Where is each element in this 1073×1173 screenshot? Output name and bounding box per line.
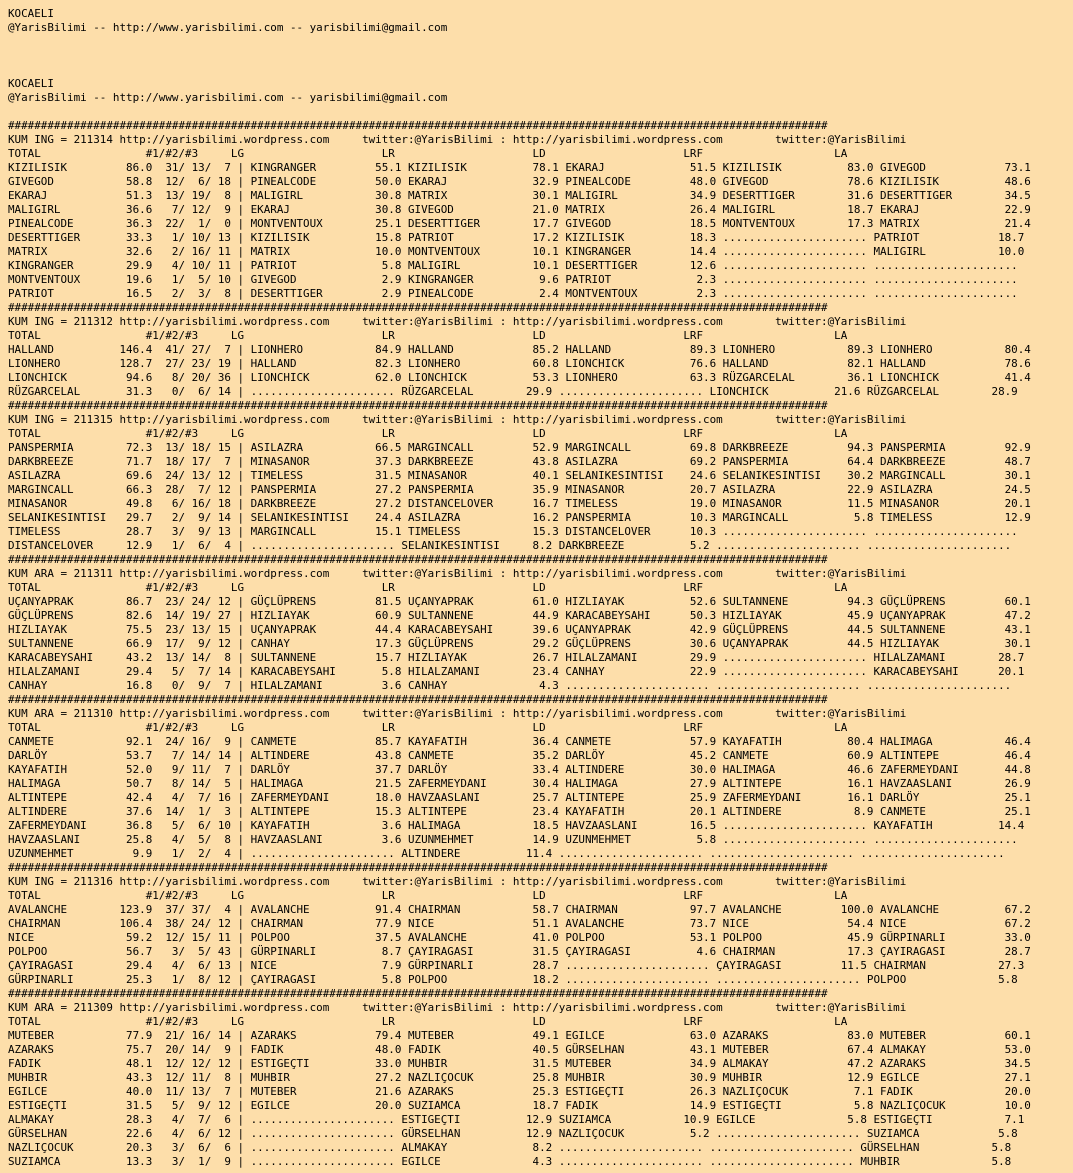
document-line — [8, 63, 1073, 77]
document-line: KOCAELI — [8, 77, 54, 90]
document-line: ############################################################################################################################# — [8, 301, 828, 314]
document-line: KUM ING = 211314 http://yarisbilimi.wordpress.com twitter:@YarisBilimi : http://yarisbilimi.wordpress.com twitter:@YarisBilimi — [8, 133, 907, 146]
document-line: @YarisBilimi -- http://www.yarisbilimi.com -- yarisbilimi@gmail.com — [8, 21, 448, 34]
document-line: ALMAKAY 28.3 4/ 7/ 6 | ...................... ESTIGEÇTI 12.9 SUZIAMCA 10.9 EGILCE 5.8 ESTIGEÇTI 7.1 — [8, 1113, 1025, 1126]
document-line: GÜÇLÜPRENS 82.6 14/ 19/ 27 | HIZLIAYAK 60.9 SULTANNENE 44.9 KARACABEYSAHI 50.3 HIZLIAYAK 45.9 UÇANYAPRAK 47.2 — [8, 609, 1031, 622]
document-line: TOTAL #1/#2/#3 LG LR LD LRF LA — [8, 889, 848, 902]
document-line: PANSPERMIA 72.3 13/ 18/ 15 | ASILAZRA 66.5 MARGINCALL 52.9 MARGINCALL 69.8 DARKBREEZE 94.3 PANSPERMIA 92.9 — [8, 441, 1031, 454]
document-line: KARACABEYSAHI 43.2 13/ 14/ 8 | SULTANNENE 15.7 HIZLIAYAK 26.7 HILALZAMANI 29.9 ...................... HILALZAMANI 28.7 — [8, 651, 1025, 664]
document-line: AVALANCHE 123.9 37/ 37/ 4 | AVALANCHE 91.4 CHAIRMAN 58.7 CHAIRMAN 97.7 AVALANCHE 100.0 AVALANCHE 67.2 — [8, 903, 1031, 916]
document-line: KUM ING = 211312 http://yarisbilimi.wordpress.com twitter:@YarisBilimi : http://yarisbilimi.wordpress.com twitter:@YarisBilimi — [8, 315, 907, 328]
document-line: @YarisBilimi -- http://www.yarisbilimi.com -- yarisbilimi@gmail.com — [8, 91, 448, 104]
document-line: ASILAZRA 69.6 24/ 13/ 12 | TIMELESS 31.5 MINASANOR 40.1 SELANIKESINTISI 24.6 SELANIKESINTISI 30.2 MARGINCALL 30.1 — [8, 469, 1031, 482]
document-line: TOTAL #1/#2/#3 LG LR LD LRF LA — [8, 427, 848, 440]
document-line: EGILCE 40.0 11/ 13/ 7 | MUTEBER 21.6 AZARAKS 25.3 ESTIGEÇTI 26.3 NAZLIÇOCUK 7.1 FADIK 20.0 — [8, 1085, 1031, 1098]
document-line: EKARAJ 51.3 13/ 19/ 8 | MALIGIRL 30.8 MATRIX 30.1 MALIGIRL 34.9 DESERTTIGER 31.6 DESERTTIGER 34.5 — [8, 189, 1031, 202]
document-line: ZAFERMEYDANI 36.8 5/ 6/ 10 | KAYAFATIH 3.6 HALIMAGA 18.5 HAVZAASLANI 16.5 ...................... KAYAFATIH 14.4 — [8, 819, 1025, 832]
document-line: NICE 59.2 12/ 15/ 11 | POLPOO 37.5 AVALANCHE 41.0 POLPOO 53.1 POLPOO 45.9 GÜRPINARLI 33.0 — [8, 931, 1031, 944]
document-line: LIONHERO 128.7 27/ 23/ 19 | HALLAND 82.3 LIONHERO 60.8 LIONCHICK 76.6 HALLAND 82.1 HALLAND 78.6 — [8, 357, 1031, 370]
document-line: TOTAL #1/#2/#3 LG LR LD LRF LA — [8, 581, 848, 594]
document-line: GÜRSELHAN 22.6 4/ 6/ 12 | ...................... GÜRSELHAN 12.9 NAZLIÇOCUK 5.2 ...................... SUZIAMCA 5.8 — [8, 1127, 1018, 1140]
document-line: MONTVENTOUX 19.6 1/ 5/ 10 | GIVEGOD 2.9 KINGRANGER 9.6 PATRIOT 2.3 ...................... ...................... — [8, 273, 1018, 286]
document-line: ############################################################################################################################# — [8, 987, 828, 1000]
document-line: SULTANNENE 66.9 17/ 9/ 12 | CANHAY 17.3 GÜÇLÜPRENS 29.2 GÜÇLÜPRENS 30.6 UÇANYAPRAK 44.5 HIZLIAYAK 30.1 — [8, 637, 1031, 650]
document-line: HAVZAASLANI 25.8 4/ 5/ 8 | HAVZAASLANI 3.6 UZUNMEHMET 14.9 UZUNMEHMET 5.8 ...................... ...................... — [8, 833, 1018, 846]
document-line — [8, 49, 1073, 63]
document-line: ############################################################################################################################# — [8, 119, 828, 132]
document-line: RÜZGARCELAL 31.3 0/ 6/ 14 | ...................... RÜZGARCELAL 29.9 ...................... LIONCHICK 21.6 RÜZGARCELAL 28.9 — [8, 385, 1018, 398]
document-line: HILALZAMANI 29.4 5/ 7/ 14 | KARACABEYSAHI 5.8 HILALZAMANI 23.4 CANHAY 22.9 ...................... KARACABEYSAHI 20.1 — [8, 665, 1025, 678]
document-line: TOTAL #1/#2/#3 LG LR LD LRF LA — [8, 329, 848, 342]
document-line: DESERTTIGER 33.3 1/ 10/ 13 | KIZILISIK 15.8 PATRIOT 17.2 KIZILISIK 18.3 ...................... PATRIOT 18.7 — [8, 231, 1025, 244]
document-line: AZARAKS 75.7 20/ 14/ 9 | FADIK 48.0 FADIK 40.5 GÜRSELHAN 43.1 MUTEBER 67.4 ALMAKAY 53.0 — [8, 1043, 1031, 1056]
document-line: ############################################################################################################################# — [8, 399, 828, 412]
document-line: KOCAELI — [8, 7, 54, 20]
document-line: GÜRPINARLI 25.3 1/ 8/ 12 | ÇAYIRAGASI 5.8 POLPOO 18.2 ...................... ...................... POLPOO 5.8 — [8, 973, 1018, 986]
document-line: CHAIRMAN 106.4 38/ 24/ 12 | CHAIRMAN 77.9 NICE 51.1 AVALANCHE 73.7 NICE 54.4 NICE 67.2 — [8, 917, 1031, 930]
document-line: ESTIGEÇTI 31.5 5/ 9/ 12 | EGILCE 20.0 SUZIAMCA 18.7 FADIK 14.9 ESTIGEÇTI 5.8 NAZLIÇOCUK 10.0 — [8, 1099, 1031, 1112]
document-line: KUM ARA = 211311 http://yarisbilimi.wordpress.com twitter:@YarisBilimi : http://yarisbilimi.wordpress.com twitter:@YarisBilimi — [8, 567, 907, 580]
document-line — [8, 105, 1073, 119]
document-line: UZUNMEHMET 9.9 1/ 2/ 4 | ...................... ALTINDERE 11.4 ...................... ...................... ...................... — [8, 847, 1005, 860]
document-line: ############################################################################################################################# — [8, 693, 828, 706]
document-line: DISTANCELOVER 12.9 1/ 6/ 4 | ...................... SELANIKESINTISI 8.2 DARKBREEZE 5.2 ...................... ...................... — [8, 539, 1012, 552]
document-line: SELANIKESINTISI 29.7 2/ 9/ 14 | SELANIKESINTISI 24.4 ASILAZRA 16.2 PANSPERMIA 10.3 MARGINCALL 5.8 TIMELESS 12.9 — [8, 511, 1031, 524]
document-line: MUTEBER 77.9 21/ 16/ 14 | AZARAKS 79.4 MUTEBER 49.1 EGILCE 63.0 AZARAKS 83.0 MUTEBER 60.1 — [8, 1029, 1031, 1042]
document-line: POLPOO 56.7 3/ 5/ 43 | GÜRPINARLI 8.7 ÇAYIRAGASI 31.5 ÇAYIRAGASI 4.6 CHAIRMAN 17.3 ÇAYIRAGASI 28.7 — [8, 945, 1031, 958]
document-line: PATRIOT 16.5 2/ 3/ 8 | DESERTTIGER 2.9 PINEALCODE 2.4 MONTVENTOUX 2.3 ...................... ...................... — [8, 287, 1018, 300]
document-line: SUZIAMCA 13.3 3/ 1/ 9 | ...................... EGILCE 4.3 ...................... ...................... MUHBIR 5.8 — [8, 1155, 1012, 1168]
document-line: FADIK 48.1 12/ 12/ 12 | ESTIGEÇTI 33.0 MUHBIR 31.5 MUTEBER 34.9 ALMAKAY 47.2 AZARAKS 34.5 — [8, 1057, 1031, 1070]
document-line: CANHAY 16.8 0/ 9/ 7 | HILALZAMANI 3.6 CANHAY 4.3 ...................... ...................... ...................... — [8, 679, 1012, 692]
document-line: MUHBIR 43.3 12/ 11/ 8 | MUHBIR 27.2 NAZLIÇOCUK 25.8 MUHBIR 30.9 MUHBIR 12.9 EGILCE 27.1 — [8, 1071, 1031, 1084]
document-line: GIVEGOD 58.8 12/ 6/ 18 | PINEALCODE 50.0 EKARAJ 32.9 PINEALCODE 48.0 GIVEGOD 78.6 KIZILISIK 48.6 — [8, 175, 1031, 188]
document-line: TOTAL #1/#2/#3 LG LR LD LRF LA — [8, 147, 848, 160]
document-line: MALIGIRL 36.6 7/ 12/ 9 | EKARAJ 30.8 GIVEGOD 21.0 MATRIX 26.4 MALIGIRL 18.7 EKARAJ 22.9 — [8, 203, 1031, 216]
document-line: UÇANYAPRAK 86.7 23/ 24/ 12 | GÜÇLÜPRENS 81.5 UÇANYAPRAK 61.0 HIZLIAYAK 52.6 SULTANNENE 94.3 GÜÇLÜPRENS 60.1 — [8, 595, 1031, 608]
document-line: HALLAND 146.4 41/ 27/ 7 | LIONHERO 84.9 HALLAND 85.2 HALLAND 89.3 LIONHERO 89.3 LIONHERO 80.4 — [8, 343, 1031, 356]
document-line: HALIMAGA 50.7 8/ 14/ 5 | HALIMAGA 21.5 ZAFERMEYDANI 30.4 HALIMAGA 27.9 ALTINTEPE 16.1 HAVZAASLANI 26.9 — [8, 777, 1031, 790]
document-line: PINEALCODE 36.3 22/ 1/ 0 | MONTVENTOUX 25.1 DESERTTIGER 17.7 GIVEGOD 18.5 MONTVENTOUX 17.3 MATRIX 21.4 — [8, 217, 1031, 230]
document-line: DARLÖY 53.7 7/ 14/ 14 | ALTINDERE 43.8 CANMETE 35.2 DARLÖY 45.2 CANMETE 60.9 ALTINTEPE 46.4 — [8, 749, 1031, 762]
document-line — [8, 35, 1073, 49]
document-line: KUM ING = 211316 http://yarisbilimi.wordpress.com twitter:@YarisBilimi : http://yarisbilimi.wordpress.com twitter:@YarisBilimi — [8, 875, 907, 888]
document-line: ÇAYIRAGASI 29.4 4/ 6/ 13 | NICE 7.9 GÜRPINARLI 28.7 ...................... ÇAYIRAGASI 11.5 CHAIRMAN 27.3 — [8, 959, 1025, 972]
document-line: KUM ING = 211315 http://yarisbilimi.wordpress.com twitter:@YarisBilimi : http://yarisbilimi.wordpress.com twitter:@YarisBilimi — [8, 413, 907, 426]
document-line: KINGRANGER 29.9 4/ 10/ 11 | PATRIOT 5.8 MALIGIRL 10.1 DESERTTIGER 12.6 ...................... ...................... — [8, 259, 1018, 272]
document-line: ############################################################################################################################# — [8, 553, 828, 566]
document-line: DARKBREEZE 71.7 18/ 17/ 7 | MINASANOR 37.3 DARKBREEZE 43.8 ASILAZRA 69.2 PANSPERMIA 64.4 DARKBREEZE 48.7 — [8, 455, 1031, 468]
document-line: MINASANOR 49.8 6/ 16/ 18 | DARKBREEZE 27.2 DISTANCELOVER 16.7 TIMELESS 19.0 MINASANOR 11.5 MINASANOR 20.1 — [8, 497, 1031, 510]
document-line: CANMETE 92.1 24/ 16/ 9 | CANMETE 85.7 KAYAFATIH 36.4 CANMETE 57.9 KAYAFATIH 80.4 HALIMAGA 46.4 — [8, 735, 1031, 748]
document-line: KUM ARA = 211309 http://yarisbilimi.wordpress.com twitter:@YarisBilimi : http://yarisbilimi.wordpress.com twitter:@YarisBilimi — [8, 1001, 907, 1014]
document-line: ALTINTEPE 42.4 4/ 7/ 16 | ZAFERMEYDANI 18.0 HAVZAASLANI 25.7 ALTINTEPE 25.9 ZAFERMEYDANI 16.1 DARLÖY 25.1 — [8, 791, 1031, 804]
document-line: TOTAL #1/#2/#3 LG LR LD LRF LA — [8, 1015, 848, 1028]
document-line: LIONCHICK 94.6 8/ 20/ 36 | LIONCHICK 62.0 LIONCHICK 53.3 LIONHERO 63.3 RÜZGARCELAL 36.1 LIONCHICK 41.4 — [8, 371, 1031, 384]
document-line: MATRIX 32.6 2/ 16/ 11 | MATRIX 10.0 MONTVENTOUX 10.1 KINGRANGER 14.4 ...................... MALIGIRL 10.0 — [8, 245, 1025, 258]
document-line: KAYAFATIH 52.0 9/ 11/ 7 | DARLÖY 37.7 DARLÖY 33.4 ALTINDERE 30.0 HALIMAGA 46.6 ZAFERMEYDANI 44.8 — [8, 763, 1031, 776]
document-line: ALTINDERE 37.6 14/ 1/ 3 | ALTINTEPE 15.3 ALTINTEPE 23.4 KAYAFATIH 20.1 ALTINDERE 8.9 CANMETE 25.1 — [8, 805, 1031, 818]
document-line: ############################################################################################################################# — [8, 861, 828, 874]
document-line: KUM ARA = 211310 http://yarisbilimi.wordpress.com twitter:@YarisBilimi : http://yarisbilimi.wordpress.com twitter:@YarisBilimi — [8, 707, 907, 720]
document-line: TOTAL #1/#2/#3 LG LR LD LRF LA — [8, 721, 848, 734]
document-line: HIZLIAYAK 75.5 23/ 13/ 15 | UÇANYAPRAK 44.4 KARACABEYSAHI 39.6 UÇANYAPRAK 42.9 GÜÇLÜPRENS 44.5 SULTANNENE 43.1 — [8, 623, 1031, 636]
document-line: KIZILISIK 86.0 31/ 13/ 7 | KINGRANGER 55.1 KIZILISIK 78.1 EKARAJ 51.5 KIZILISIK 83.0 GIVEGOD 73.1 — [8, 161, 1031, 174]
document-line: NAZLIÇOCUK 20.3 3/ 6/ 6 | ...................... ALMAKAY 8.2 ...................... ...................... GÜRSELHAN 5.8 — [8, 1141, 1012, 1154]
document-line: MARGINCALL 66.3 28/ 7/ 12 | PANSPERMIA 27.2 PANSPERMIA 35.9 MINASANOR 20.7 ASILAZRA 22.9 ASILAZRA 24.5 — [8, 483, 1031, 496]
document-line: TIMELESS 28.7 3/ 9/ 13 | MARGINCALL 15.1 TIMELESS 15.3 DISTANCELOVER 10.3 ...................... ...................... — [8, 525, 1018, 538]
